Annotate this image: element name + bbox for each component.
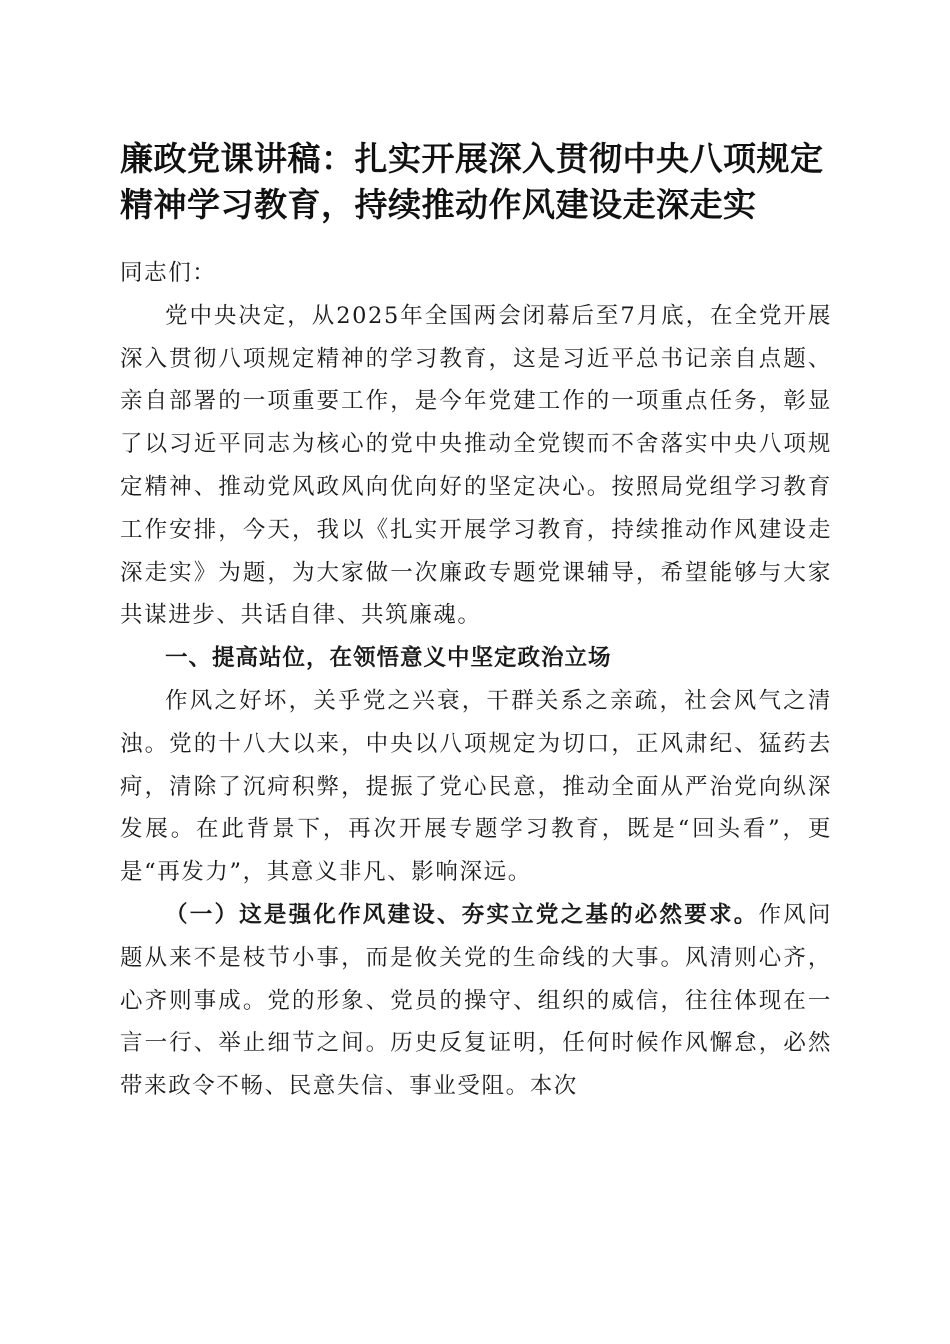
point-1-text: 作风问题从来不是枝节小事，而是攸关党的生命线的大事。风清则心齐，心齐则事成。党的形象、党员的操守、组织的威信，往往体现在一言一行、举止细节之间。历史反复证明，任何时候作风懈怠，必然带来政令不畅、民意失信、事业受阻。本次 [120, 901, 832, 1100]
salutation: 同志们： [120, 260, 217, 286]
paragraph-intro: 党中央决定，从2025年全国两会闭幕后至7月底，在全党开展深入贯彻八项规定精神的学习教育，这是习近平总书记亲自点题、亲自部署的一项重要工作，是今年党建工作的一项重点任务，彰显了以习近平同志为核心的党中央推动全党锲而不舍落实中央八项规定精神、推动党风政风向优向好的坚定决心。按照局党组学习教育工作安排，今天，我以《扎实开展学习教育，持续推动作风建设走深走实》为题，为大家做一次廉政专题党课辅导，希望能够与大家共谋进步、共话自律、共筑廉魂。 [120, 302, 832, 629]
paragraph-background: 作风之好坏，关乎党之兴衰，干群关系之亲疏，社会风气之清浊。党的十八大以来，中央以八项规定为切口，正风肃纪、猛药去疴，清除了沉疴积弊，提振了党心民意，推动全面从严治党向纵深发展。在此背景下，再次开展专题学习教育，既是“回头看”，更是“再发力”，其意义非凡、影响深远。 [120, 687, 832, 886]
section-heading-1: 一、提高站位，在领悟意义中坚定政治立场 [165, 645, 612, 672]
paragraph-point-1 [120, 894, 832, 1108]
point-1-lead: （一）这是强化作风建设、夯实立党之基的必然要求。 [165, 901, 759, 928]
document-body [120, 252, 832, 1108]
document-title: 廉政党课讲稿：扎实开展深入贯彻中央八项规定精神学习教育，持续推动作风建设走深走实 [120, 139, 824, 224]
